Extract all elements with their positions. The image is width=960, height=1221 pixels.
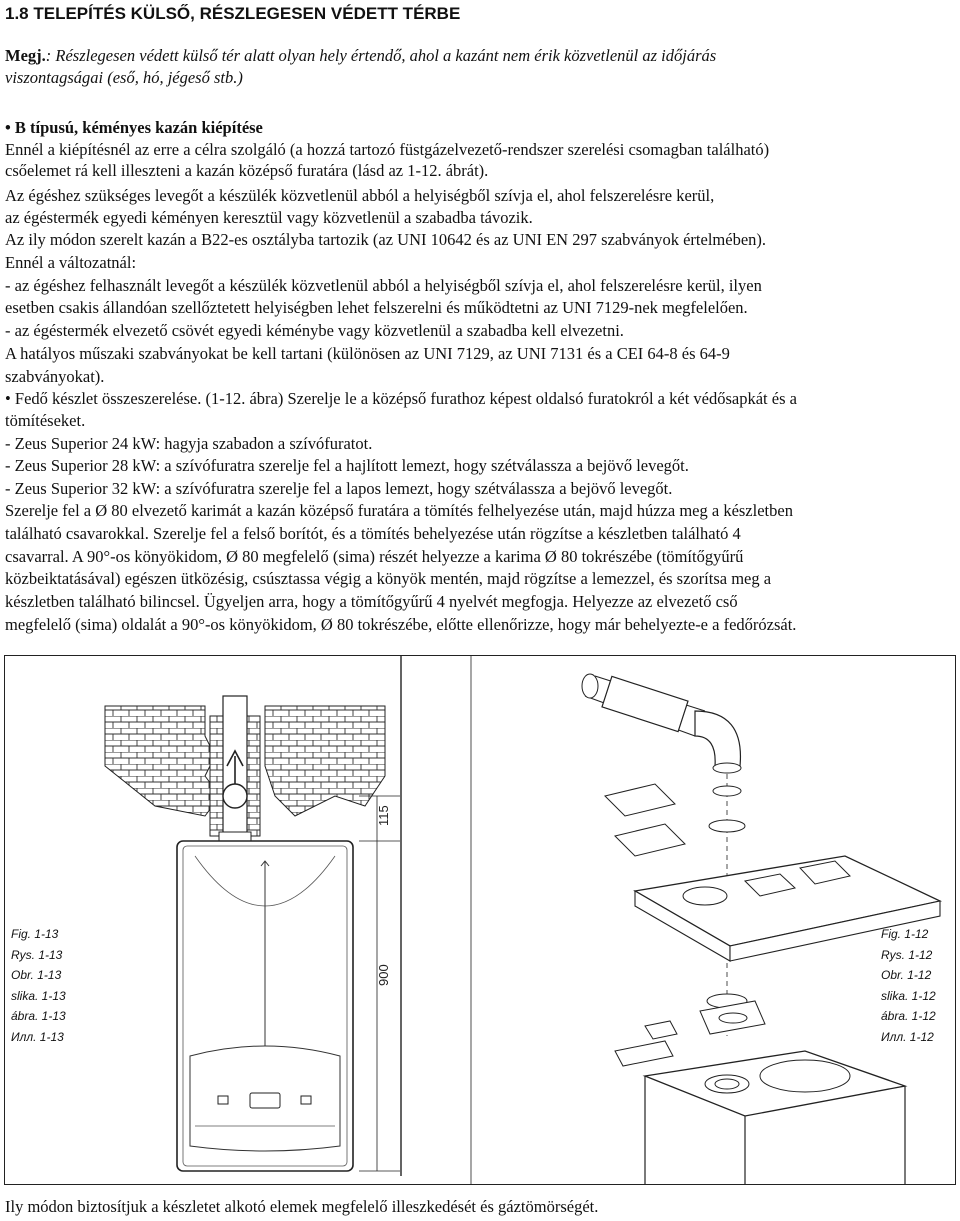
body-line: - Zeus Superior 32 kW: a szívófuratra szerelje fel a lapos lemezt, hogy szétválassza a bejövő levegőt. xyxy=(5,479,673,498)
body-line: az égéstermék egyedi kéményen keresztül vagy közvetlenül a szabadba távozik. xyxy=(5,208,533,227)
footer-text: Ily módon biztosítjuk a készletet alkotó elemek megfelelő illeszkedését és gáztömörségét. xyxy=(5,1197,599,1216)
body-line: szabványokat). xyxy=(5,367,105,386)
caption-line: slika. 1-13 xyxy=(11,988,66,1003)
caption-line: Rys. 1-13 xyxy=(11,947,63,962)
boiler-front-drawing xyxy=(105,656,401,1176)
body-line: esetben csakis állandóan szellőztetett helyiségben lehet felszerelni és működtetni az UNI 7129-nek megfelelően. xyxy=(5,298,748,317)
installation-figure xyxy=(4,655,956,1185)
caption-line: slika. 1-12 xyxy=(881,988,936,1003)
section-title: 1.8 TELEPÍTÉS KÜLSŐ, RÉSZLEGESEN VÉDETT TÉRBE xyxy=(5,4,461,23)
body-line: - Zeus Superior 24 kW: hagyja szabadon a szívófuratot. xyxy=(5,434,373,453)
caption-line: Obr. 1-12 xyxy=(881,968,932,982)
body-line: Ennél a változatnál: xyxy=(5,253,137,272)
caption-line: Obr. 1-13 xyxy=(11,968,62,982)
body-line: - az égéshez felhasznált levegőt a készülék közvetlenül abból a helyiségből szívja el, ahol felszerelésre kerül, ilyen xyxy=(5,276,762,295)
body-line: - Zeus Superior 28 kW: a szívófuratra szerelje fel a hajlított lemezt, hogy szétválassza a bejövő levegőt. xyxy=(5,456,689,475)
caption-line: Fig. 1-13 xyxy=(11,927,59,941)
note-text-1: : Részlegesen védett külső tér alatt olyan hely értendő, ahol a kazánt nem érik közvetlenül az időjárás xyxy=(45,46,717,65)
body-line: készletben található bilincsel. Ügyeljen arra, hogy a tömítőgyűrű 4 nyelvét megfogja. Helyezze az elvezető cső xyxy=(5,592,738,611)
note-label: Megj. xyxy=(5,46,46,65)
body-line: Az ily módon szerelt kazán a B22-es osztályba tartozik (az UNI 10642 és az UNI EN 297 szabványok értelmében). xyxy=(5,230,767,249)
body-line: található csavarokkal. Szerelje fel a felső borítót, és a tömítés behelyezése után rögzítse a készletben található 4 xyxy=(5,524,741,543)
caption-line: ábra. 1-13 xyxy=(11,1009,66,1023)
dimension-900-label: 900 xyxy=(376,964,391,986)
body-line: • Fedő készlet összeszerelése. (1-12. ábra) Szerelje le a középső furathoz képest oldalsó furatokról a két védősapkát és a xyxy=(5,389,797,408)
caption-line: Илл. 1-13 xyxy=(11,1029,64,1044)
section-b-heading: • B típusú, kéményes kazán kiépítése xyxy=(5,118,263,137)
body-line: közbeiktatásával) egészen ütközésig, csúsztassa végig a könyök mentén, majd rögzítse a lemezzel, és szorítsa meg a xyxy=(5,569,772,588)
note-line-2: viszontagságai (eső, hó, jégeső stb.) xyxy=(5,68,243,87)
dimension-115-label: 115 xyxy=(376,805,391,826)
body-line: - az égéstermék elvezető csövét egyedi kéménybe vagy közvetlenül a szabadba kell elvezetni. xyxy=(5,321,624,340)
body-line: tömítéseket. xyxy=(5,411,86,430)
technical-drawing xyxy=(5,656,956,1185)
figure-caption-right xyxy=(881,924,936,1047)
body-line: csavarral. A 90°-os könyökidom, Ø 80 megfelelő (sima) részét helyezze a karima Ø 80 tokrészébe (tömítőgyűrű xyxy=(5,547,744,566)
figure-caption-left xyxy=(11,924,66,1047)
note-line-1 xyxy=(5,46,716,66)
caption-line: Илл. 1-12 xyxy=(881,1029,934,1044)
body-line: csőelemet rá kell illeszteni a kazán középső furatára (lásd az 1-12. ábrát). xyxy=(5,161,489,180)
caption-line: Rys. 1-12 xyxy=(881,947,933,962)
caption-line: Fig. 1-12 xyxy=(881,927,929,941)
body-line: Az égéshez szükséges levegőt a készülék közvetlenül abból a helyiségből szívja el, ahol felszerelésre kerül, xyxy=(5,186,715,205)
body-line: A hatályos műszaki szabványokat be kell tartani (különösen az UNI 7129, az UNI 7131 és a CEI 64-8 és 64-9 xyxy=(5,344,730,363)
body-line: Ennél a kiépítésnél az erre a célra szolgáló (a hozzá tartozó füstgázelvezető-rendszer szerelési csomagban található) xyxy=(5,140,770,159)
body-line: megfelelő (sima) oldalát a 90°-os könyökidom, Ø 80 tokrészébe, előtte ellenőrizze, hogy már behelyezte-e a fedőrózsát. xyxy=(5,615,797,634)
caption-line: ábra. 1-12 xyxy=(881,1009,936,1023)
body-line: Szerelje fel a Ø 80 elvezető karimát a kazán középső furatára a tömítés felhelyezése után, majd húzza meg a készletben xyxy=(5,501,793,520)
